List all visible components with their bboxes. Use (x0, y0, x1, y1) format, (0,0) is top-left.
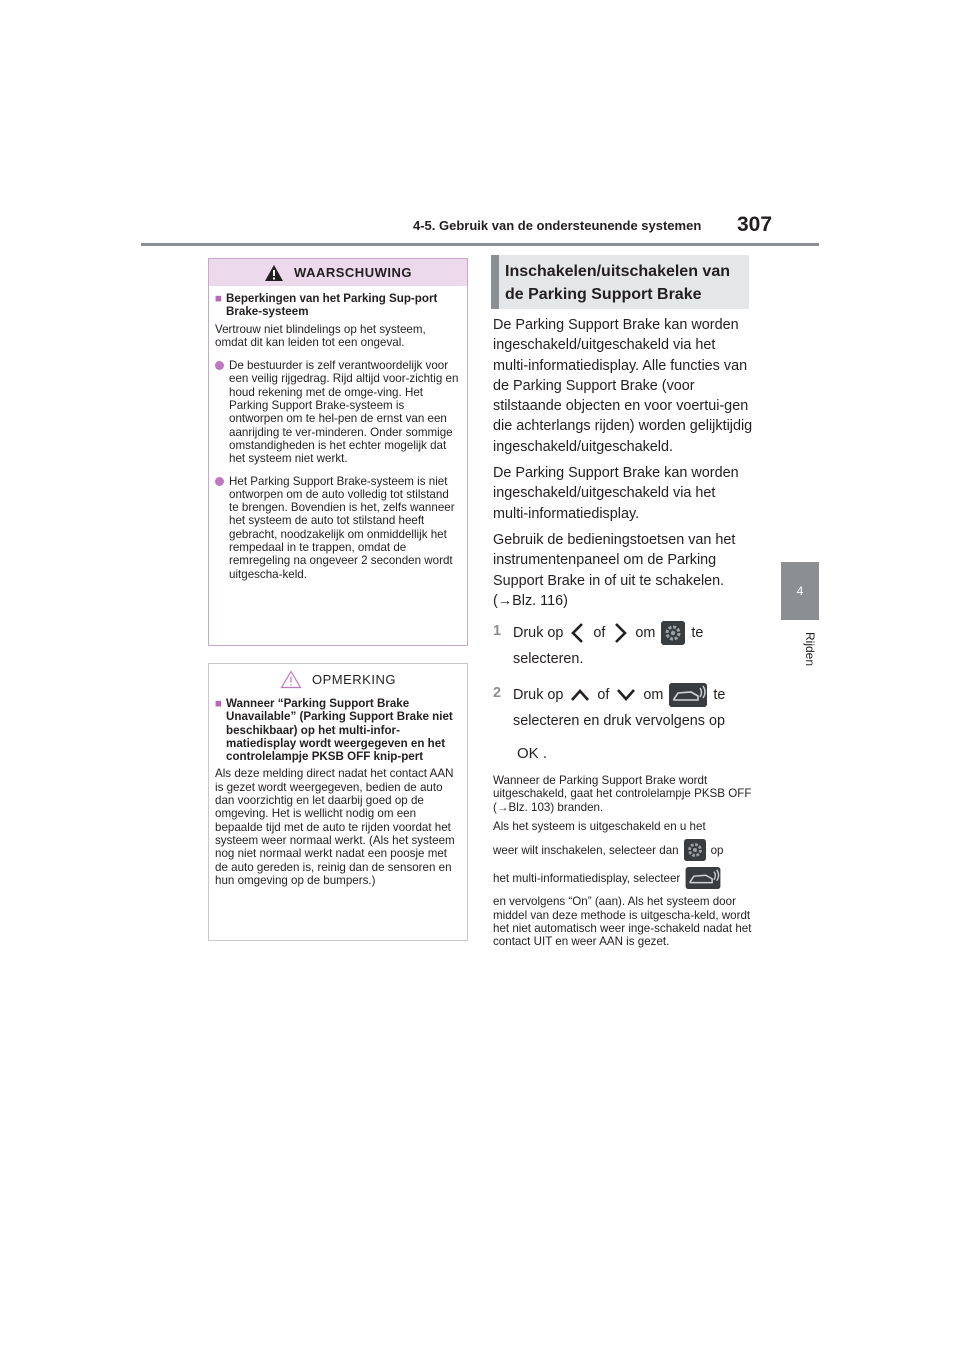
ok-button-symbol: OK . (517, 744, 548, 762)
step-text: om (643, 687, 664, 704)
step-text: Druk op (513, 625, 564, 641)
warning-heading: WAARSCHUWING (294, 265, 412, 280)
small-note: en vervolgens “On” (aan). Als het systeem door middel van deze methode is uitgescha-keld, wordt het niet automatisch weer inge-schakeld nadat het contact UIT en weer AAN is gezet. (493, 895, 752, 949)
warning-bullet (215, 359, 461, 465)
step-number: 1 (493, 623, 502, 640)
square-bullet-icon: ■ (215, 292, 223, 305)
small-note: op (710, 843, 724, 857)
note-subheading: Wanneer “Parking Support Brake Unavailable” (Parking Support Brake niet beschikbaar) op het multi-infor-matiedisplay wordt weergegeven en het controlelampje PKSB OFF knip-pert (226, 697, 453, 764)
note-body: Als deze melding direct nadat het contact AAN is gezet wordt weergegeven, bedien de auto dan voorzichtig en let daarbij goed op de omgeving. Het is wellicht nodig om een bepaalde tijd met de auto te rijden voordat het systeem weer normaal werkt. (Als het systeem nog niet normaal werkt nadat een poosje met de auto gereden is, reinig dan de sensoren en hun omgeving op de bumpers.) (215, 767, 455, 887)
warning-bullet-text: De bestuurder is zelf verantwoordelijk voor een veilig rijgedrag. Rijd altijd voor-zichtig en houd rekening met de omge-ving. Het Parking Support Brake-systeem is ontworpen om te hel-pen de ernst van een aanrijding te ver-minderen. Onder sommige omstandigheden is het echter mogelijk dat het systeem niet werkt. (229, 359, 459, 466)
note-header (209, 664, 467, 695)
header-rule (141, 243, 819, 246)
step-number: 2 (493, 685, 502, 702)
step-text: of (593, 625, 606, 641)
chapter-tab: 4 (781, 562, 819, 620)
pksb-car-icon (685, 867, 721, 889)
small-note-row (493, 839, 753, 861)
section-heading: Inschakelen/uitschakelen van de Parking Support Brake (491, 255, 749, 309)
small-note-row (493, 867, 753, 889)
step-text: selecteren. (513, 651, 584, 668)
step-text: te (713, 687, 726, 704)
pksb-car-icon (669, 683, 707, 707)
warning-box (208, 258, 468, 646)
step-text: selecteren en druk vervolgens op (513, 713, 725, 730)
chevron-up-icon (569, 687, 591, 703)
warning-bullet-text: Het Parking Support Brake-systeem is niet ontworpen om de auto volledig tot stilstand te brengen. Bovendien is het, zelfs wanneer het systeem de auto tot stilstand heeft gebracht, noodzakelijk om onmiddellijk het rempedaal in te trappen, omdat de remregeling na ongeveer 2 seconden wordt uitgescha-keld. (229, 474, 455, 581)
note-heading: OPMERKING (312, 672, 396, 687)
small-note: Wanneer de Parking Support Brake wordt uitgeschakeld, gaat het controlelampje PKSB OFF (→Blz. 103) branden. (493, 774, 752, 814)
square-bullet-icon: ■ (215, 697, 223, 710)
header-title: 4-5. Gebruik van de ondersteunende systemen (413, 218, 702, 233)
main-text (493, 315, 753, 954)
step-1 (493, 621, 753, 669)
page-number: 307 (737, 213, 773, 236)
warning-subheading-row (215, 292, 461, 319)
small-note: weer wilt inschakelen, selecteer dan (493, 843, 679, 857)
small-note: het multi-informatiedisplay, selecteer (493, 871, 681, 885)
gear-icon (684, 839, 706, 861)
step-2 (493, 683, 753, 731)
small-note: Als het systeem is uitgeschakeld en u het (493, 819, 706, 833)
gear-icon (661, 621, 685, 645)
dot-bullet-icon (215, 477, 224, 486)
warning-bullet (215, 475, 461, 581)
warning-triangle-icon (264, 264, 284, 282)
step-text: Druk op (513, 687, 564, 704)
step-text: of (597, 687, 610, 704)
step-text: om (635, 625, 656, 641)
note-box (208, 663, 468, 941)
chapter-label: Rijden (803, 632, 817, 667)
warning-intro: Vertrouw niet blindelings op het systeem, omdat dit kan leiden tot een ongeval. (215, 322, 426, 349)
step-text: te (691, 625, 704, 641)
paragraph: Gebruik de bedieningstoetsen van het instrumentenpaneel om de Parking Support Brake in of uit te schakelen. (→Blz. 116) (493, 531, 736, 609)
note-subheading-row (215, 697, 461, 763)
dot-bullet-icon (215, 361, 224, 370)
small-notes (493, 774, 753, 948)
paragraph: De Parking Support Brake kan worden ingeschakeld/uitgeschakeld via het multi-informatiedisplay. (493, 465, 739, 522)
chevron-down-icon (615, 687, 637, 703)
chevron-left-icon (569, 622, 587, 644)
warning-subheading: Beperkingen van het Parking Sup-port Brake-systeem (226, 292, 438, 319)
note-triangle-icon (280, 670, 302, 689)
warning-header (209, 259, 467, 286)
chevron-right-icon (611, 622, 629, 644)
paragraph: De Parking Support Brake kan worden ingeschakeld/uitgeschakeld via het multi-informatiedisplay. Alle functies van de Parking Support Brake (voor stilstaande objecten en voor voertui-gen die achterlangs rijden) worden gelijktijdig ingeschakeld/uitgeschakeld. (493, 317, 753, 455)
